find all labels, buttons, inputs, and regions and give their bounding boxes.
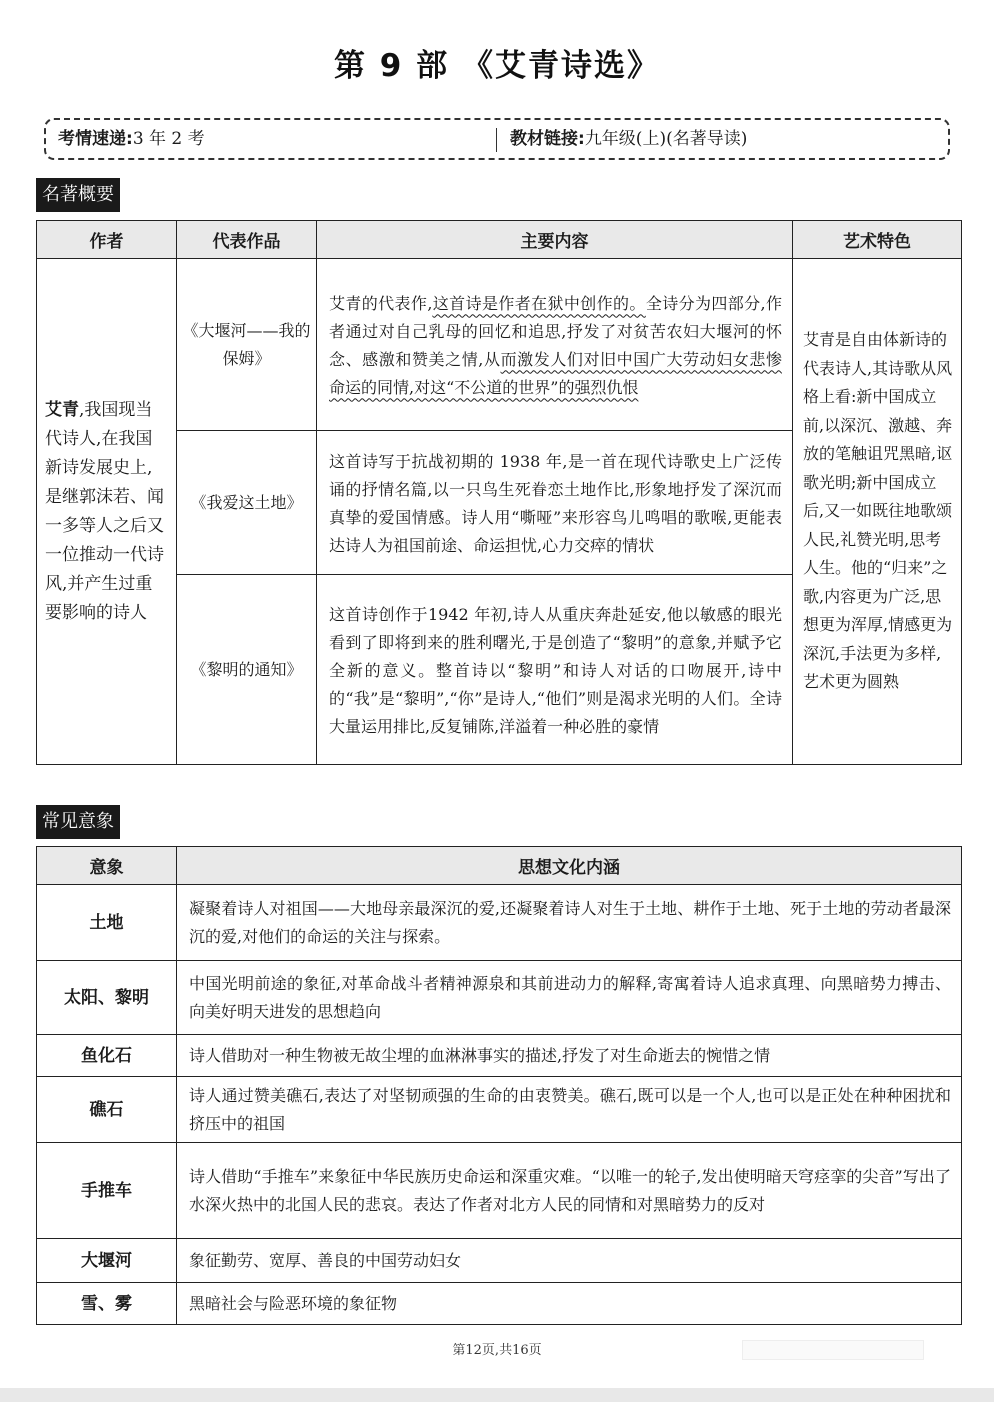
imagery-meaning: 黑暗社会与险恶环境的象征物 bbox=[177, 1283, 962, 1325]
art-features: 艾青是自由体新诗的代表诗人,其诗歌从风格上看:新中国成立前,以深沉、激越、奔放的笔触诅咒黑暗,讴歌光明;新中国成立后,又一如既往地歌颂人民,礼赞光明,思考人生。他的“归来”之歌,内容更为广泛,思想更为浑厚,情感更为深沉,手法更为多样,艺术更为圆熟 bbox=[793, 259, 962, 765]
table-row bbox=[37, 1283, 962, 1325]
imagery-meaning: 诗人通过赞美礁石,表达了对坚韧顽强的生命的由衷赞美。礁石,既可以是一个人,也可以是正处在种种困扰和挤压中的祖国 bbox=[177, 1077, 962, 1143]
header-works: 代表作品 bbox=[177, 221, 317, 259]
imagery-meaning: 中国光明前途的象征,对革命战斗者精神源泉和其前进动力的解释,寄寓着诗人追求真理、向黑暗势力搏击、向美好明天进发的思想趋向 bbox=[177, 961, 962, 1035]
imagery-term: 太阳、黎明 bbox=[37, 961, 177, 1035]
exam-frequency-value: 3 年 2 考 bbox=[132, 129, 205, 149]
content-text: 艾青的代表作, bbox=[329, 293, 433, 313]
textbook-link-value: 九年级(上)(名著导读) bbox=[584, 129, 748, 149]
imagery-meaning: 诗人借助对一种生物被无故尘埋的血淋淋事实的描述,抒发了对生命逝去的惋惜之情 bbox=[177, 1035, 962, 1077]
author-cell bbox=[37, 259, 177, 765]
imagery-meaning: 象征勤劳、宽厚、善良的中国劳动妇女 bbox=[177, 1239, 962, 1283]
imagery-meaning: 凝聚着诗人对祖国——大地母亲最深沉的爱,还凝聚着诗人对生于土地、耕作于土地、死于土地的劳动者最深沉的爱,对他们的命运的关注与探索。 bbox=[177, 885, 962, 961]
work-content bbox=[317, 259, 793, 431]
header-meaning: 思想文化内涵 bbox=[177, 847, 962, 885]
exam-frequency-key: 考情速递: bbox=[58, 129, 133, 149]
content-highlight: 这首诗是作者在狱中创作的。 bbox=[432, 293, 646, 313]
imagery-header-row bbox=[37, 847, 962, 885]
table-row bbox=[37, 885, 962, 961]
bottom-bar bbox=[0, 1388, 994, 1402]
table-row bbox=[37, 1143, 962, 1239]
header-art: 艺术特色 bbox=[793, 221, 962, 259]
author-name: 艾青 bbox=[45, 399, 79, 420]
imagery-meaning: 诗人借助“手推车”来象征中华民族历史命运和深重灾难。“以唯一的轮子,发出使明暗天穹痉挛的尖音”写出了水深火热中的北国人民的悲哀。表达了作者对北方人民的同情和对黑暗势力的反对 bbox=[177, 1143, 962, 1239]
textbook-link-key: 教材链接: bbox=[510, 129, 585, 149]
imagery-term: 雪、雾 bbox=[37, 1283, 177, 1325]
author-description: ,我国现当代诗人,在我国新诗发展史上,是继郭沫若、闻一多等人之后又一位推动一代诗风,并产生过重要影响的诗人 bbox=[45, 399, 164, 623]
header-content: 主要内容 bbox=[317, 221, 793, 259]
work-title: 《大堰河——我的保姆》 bbox=[177, 259, 317, 431]
imagery-term: 鱼化石 bbox=[37, 1035, 177, 1077]
content-highlight: 而激发人们对旧中国广大劳动妇女悲惨命运的同情,对这“不公道的世界”的强烈仇恨 bbox=[329, 349, 782, 397]
page-number: 第12页,共16页 bbox=[452, 1343, 542, 1358]
table-row bbox=[37, 961, 962, 1035]
exam-info-box bbox=[44, 118, 950, 160]
imagery-term: 土地 bbox=[37, 885, 177, 961]
imagery-term: 手推车 bbox=[37, 1143, 177, 1239]
table-row bbox=[37, 259, 962, 431]
imagery-table bbox=[36, 846, 962, 1325]
header-imagery: 意象 bbox=[37, 847, 177, 885]
table-row bbox=[37, 1077, 962, 1143]
imagery-term: 大堰河 bbox=[37, 1239, 177, 1283]
info-divider bbox=[496, 128, 497, 152]
page-title: 第 9 部 《艾青诗选》 bbox=[334, 48, 660, 84]
table-row bbox=[37, 1035, 962, 1077]
work-title: 《黎明的通知》 bbox=[177, 575, 317, 765]
table-row bbox=[37, 1239, 962, 1283]
imagery-section-label: 常见意象 bbox=[36, 805, 120, 839]
work-title: 《我爱这土地》 bbox=[177, 431, 317, 575]
work-content: 这首诗写于抗战初期的 1938 年,是一首在现代诗歌史上广泛传诵的抒情名篇,以一只鸟生死眷恋土地作比,形象地抒发了深沉而真挚的爱国情感。诗人用“嘶哑”来形容鸟儿鸣唱的歌喉,更能表达诗人为祖国前途、命运担忧,心力交瘁的情状 bbox=[317, 431, 793, 575]
overview-header-row bbox=[37, 221, 962, 259]
work-content: 这首诗创作于1942 年初,诗人从重庆奔赴延安,他以敏感的眼光看到了即将到来的胜利曙光,于是创造了“黎明”的意象,并赋予它全新的意义。整首诗以“黎明”和诗人对话的口吻展开,诗中的“我”是“黎明”,“你”是诗人,“他们”则是渴求光明的人们。全诗大量运用排比,反复铺陈,洋溢着一种必胜的豪情 bbox=[317, 575, 793, 765]
exam-frequency bbox=[58, 120, 205, 158]
textbook-link bbox=[510, 120, 747, 158]
content-text: 全诗分为四部分,作者通过对自己乳母的回忆和追思,抒发了对贫苦农妇大堰河的怀念、感激和赞美之情,从 bbox=[329, 293, 782, 369]
overview-table bbox=[36, 220, 962, 765]
imagery-term: 礁石 bbox=[37, 1077, 177, 1143]
footer-blank-box bbox=[742, 1340, 924, 1360]
overview-section-label: 名著概要 bbox=[36, 178, 120, 212]
header-author: 作者 bbox=[37, 221, 177, 259]
